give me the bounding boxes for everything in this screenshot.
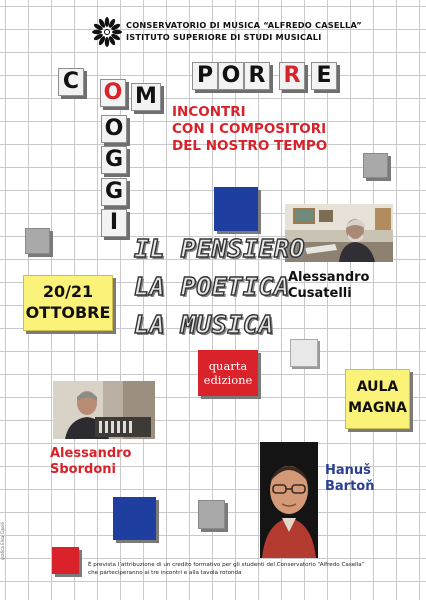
institution-subtitle: ISTITUTO SUPERIORE DI STUDI MUSICALI	[126, 32, 322, 42]
decor-square-gray	[25, 228, 50, 254]
title-tile-p: P	[192, 62, 218, 90]
theme-line3: LA MUSICA	[134, 310, 274, 339]
composer-first-name: Alessandro	[50, 446, 132, 461]
theme-line1: IL PENSIERO	[134, 234, 306, 263]
decor-square-light	[290, 339, 318, 367]
institution-name: CONSERVATORIO DI MUSICA “ALFREDO CASELLA”	[126, 20, 362, 30]
date-month: OTTOBRE	[25, 303, 111, 322]
title-tile-o2: O	[101, 115, 127, 143]
design-credit: grafica Elisa Cipolli	[0, 522, 5, 560]
venue-line2: MAGNA	[348, 400, 407, 416]
footer-note	[88, 562, 365, 577]
decor-square-red	[52, 547, 79, 574]
composer-name-sbordoni	[50, 446, 132, 478]
title-tile-e: E	[311, 62, 337, 90]
title-tile-o: O	[218, 62, 244, 90]
edition-line1: quarta	[208, 359, 248, 373]
subtitle-line3: DEL NOSTRO TEMPO	[172, 138, 328, 154]
title-tile-c: C	[58, 68, 84, 96]
venue-box	[345, 369, 410, 429]
composer-first-name: Hanuš	[325, 463, 371, 478]
composer-first-name: Alessandro	[288, 270, 370, 285]
date-box	[23, 275, 113, 331]
theme-line2: LA POETICA	[134, 272, 290, 301]
subtitle-line1: INCONTRI	[172, 104, 246, 120]
venue-line1: AULA	[356, 379, 399, 395]
composer-name-cusatelli	[288, 270, 370, 302]
title-tile-o-red: O	[100, 79, 126, 107]
composer-last-name: Sbordoni	[50, 462, 116, 477]
decor-square-blue	[113, 497, 156, 540]
composer-photo-sbordoni	[53, 381, 155, 439]
title-tile-r1: R	[244, 62, 270, 90]
flower-logo-icon	[92, 17, 122, 47]
composer-last-name: Cusatelli	[288, 286, 352, 301]
decor-square-blue	[214, 187, 258, 231]
title-tile-r2: R	[279, 62, 305, 90]
event-subtitle	[172, 104, 327, 155]
composer-name-barton	[325, 463, 375, 495]
title-tile-g1: G	[101, 146, 127, 174]
title-tile-i: I	[101, 209, 127, 237]
footer-line2: che parteciperanno ai tre incontri e alla tavola rotonda	[88, 569, 242, 576]
title-tile-m: M	[131, 83, 161, 111]
edition-badge	[198, 350, 258, 396]
decor-square-gray	[198, 500, 225, 529]
date-days: 20/21	[42, 282, 94, 301]
subtitle-line2: CON I COMPOSITORI	[172, 121, 327, 137]
edition-line2: edizione	[203, 373, 253, 387]
footer-line1: È prevista l’attribuzione di un credito formativo per gli studenti del Conservatorio “Alfredo Casella”	[88, 562, 365, 568]
composer-last-name: Bartoň	[325, 479, 375, 494]
title-tile-g2: G	[101, 178, 127, 206]
decor-square-gray	[363, 153, 388, 178]
composer-photo-barton	[260, 442, 318, 558]
